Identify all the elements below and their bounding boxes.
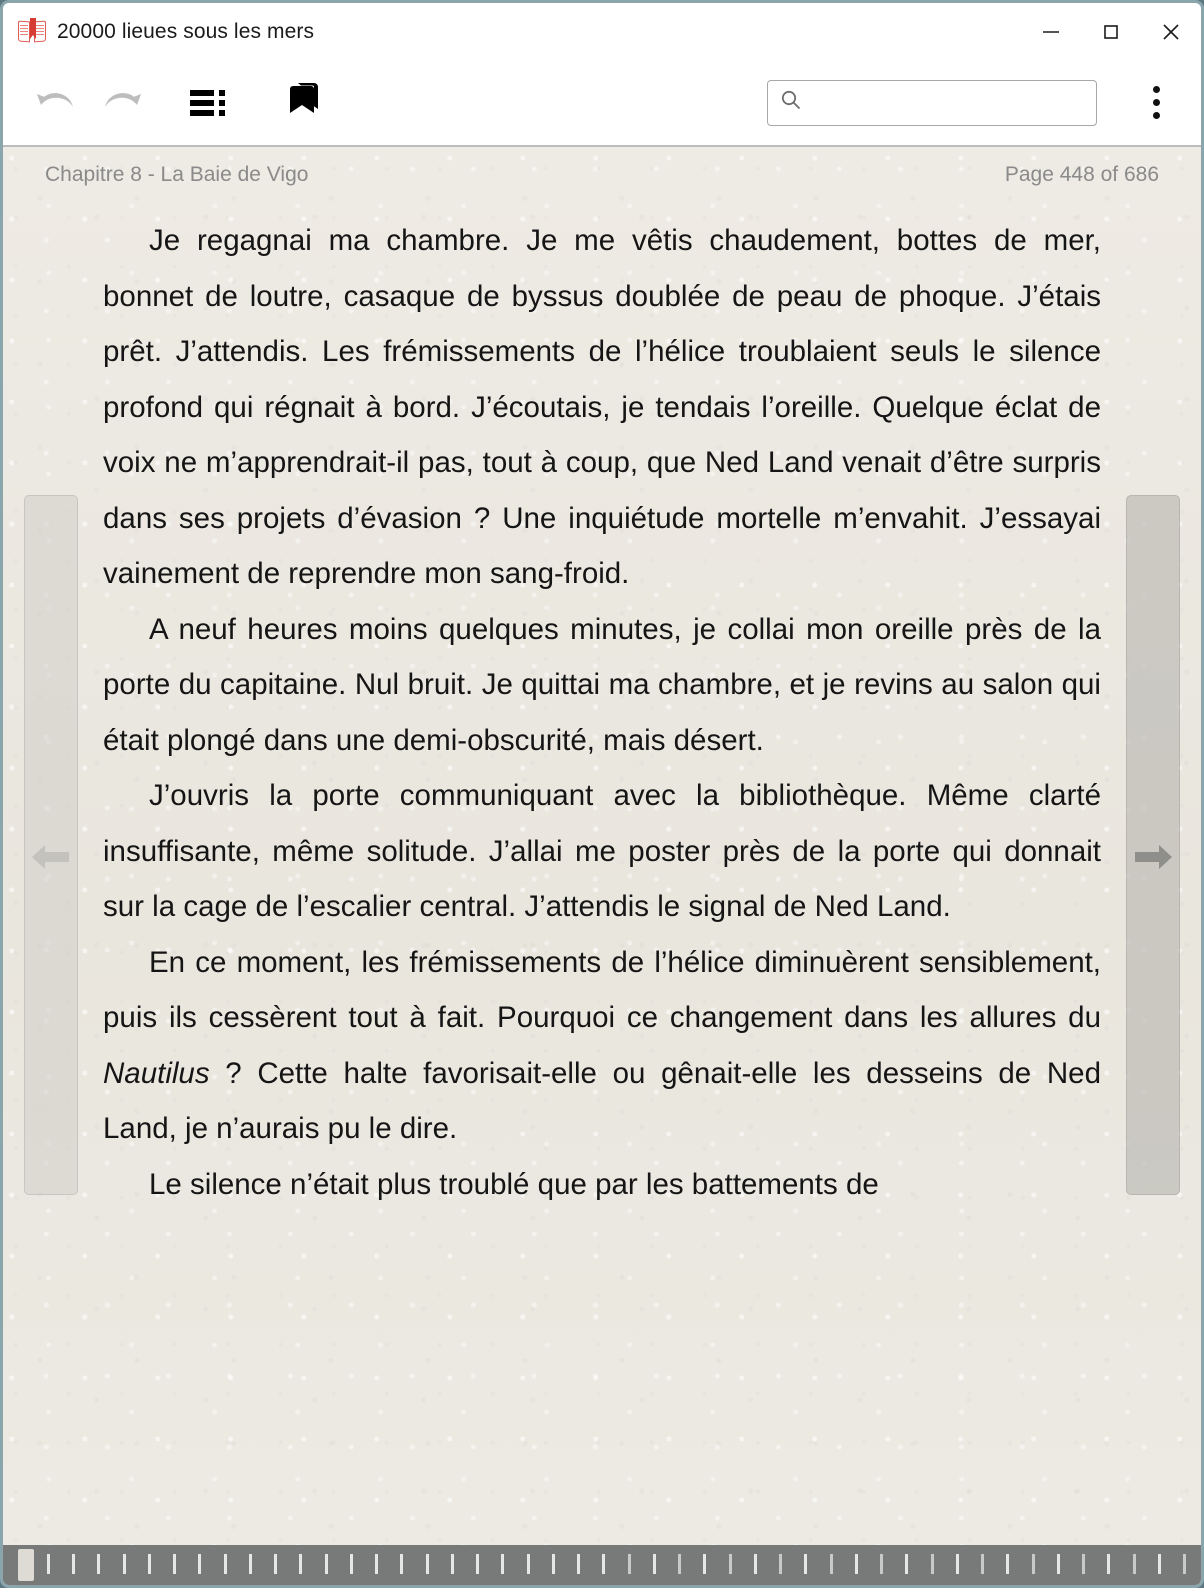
redo-icon[interactable]: [89, 72, 157, 134]
open-book-icon: [17, 17, 47, 47]
close-button[interactable]: [1141, 3, 1201, 60]
bookmark-icon[interactable]: [269, 72, 337, 134]
next-page-arrow[interactable]: [1126, 835, 1180, 879]
previous-page-arrow[interactable]: [24, 835, 78, 879]
progress-ticks: [3, 1545, 1201, 1585]
page-indicator: Page 448 of 686: [1004, 163, 1159, 186]
toolbar: [3, 60, 1201, 147]
minimize-button[interactable]: [1021, 3, 1081, 60]
chapter-title: Chapitre 8 - La Baie de Vigo: [45, 163, 309, 186]
paragraph: Je regagnai ma chambre. Je me vêtis chaudement, bottes de mer, bonnet de loutre, casaque de byssus doublée de peau de phoque. J’étais prêt. J’attendis. Les frémissements de l’hélice troublaient seuls le silence profond qui régnait à bord. J’écoutais, je tendais l’oreille. Quelque éclat de voix ne m’apprendrait-il pas, tout à coup, que Ned Land venait d’être surpris dans ses projets d’évasion ? Une inquiétude mortelle m’envahit. J’essayai vainement de reprendre mon sang-froid.: [103, 224, 1101, 590]
paragraph: [103, 935, 1101, 1157]
title-bar: [3, 3, 1201, 60]
italic-ship-name: Nautilus: [103, 1056, 210, 1090]
window-title: 20000 lieues sous les mers: [57, 19, 315, 43]
page-view: [3, 147, 1201, 1545]
maximize-button[interactable]: [1081, 3, 1141, 60]
undo-icon[interactable]: [21, 72, 89, 134]
paragraph: J’ouvris la porte communiquant avec la bibliothèque. Même clarté insuffisante, même solitude. J’allai me poster près de la porte qui donnait sur la cage de l’escalier central. J’attendis le signal de Ned Land.: [103, 779, 1101, 923]
reading-progress-bar[interactable]: [3, 1545, 1201, 1585]
paragraph: Le silence n’était plus troublé que par les battements de: [149, 1167, 879, 1201]
window-controls: [1021, 3, 1201, 60]
paragraph-lead: En ce moment, les frémissements de l’hélice diminuèrent sensiblement, puis ils cessèrent tout à fait. Pourquoi ce changement dans les allures du: [103, 945, 1101, 1034]
page-header: [45, 163, 1159, 187]
page-text: [103, 213, 1101, 1545]
search-box[interactable]: [767, 80, 1097, 126]
search-icon: [780, 89, 802, 116]
paragraph: A neuf heures moins quelques minutes, je collai mon oreille près de la porte du capitaine. Nul bruit. Je quittai ma chambre, et je revins au salon qui était plongé dans une demi-obscurité, mais désert.: [103, 612, 1101, 757]
progress-thumb[interactable]: [18, 1549, 34, 1581]
table-of-contents-icon[interactable]: [177, 72, 245, 134]
search-input[interactable]: [810, 91, 1084, 114]
paragraph-tail: ? Cette halte favorisait-elle ou gênait-elle les desseins de Ned Land, je n’aurais pu le dire.: [103, 1056, 1101, 1145]
more-options-icon[interactable]: [1125, 72, 1187, 134]
